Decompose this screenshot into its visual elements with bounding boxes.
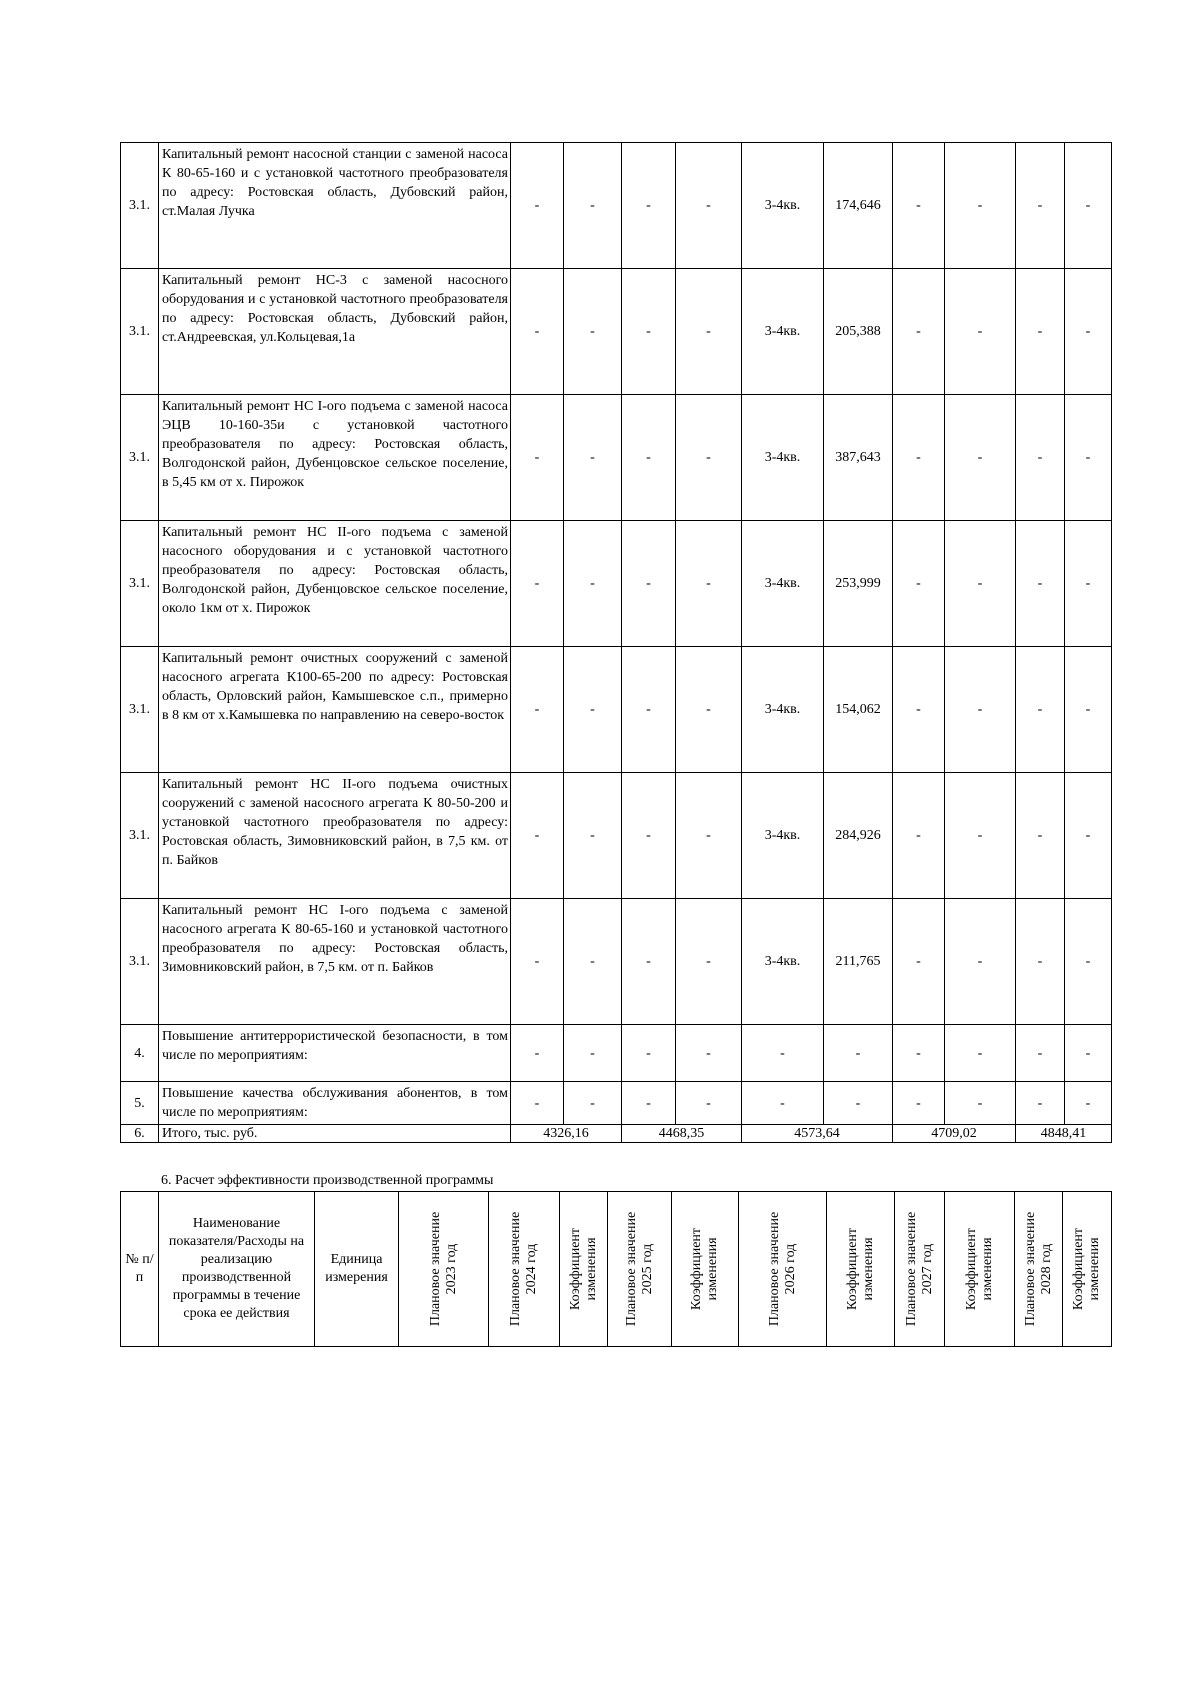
total-value: 4709,02	[893, 1125, 1016, 1143]
total-value: 4573,64	[742, 1125, 893, 1143]
row-value: -	[893, 395, 945, 521]
row-value: 387,643	[824, 395, 893, 521]
row-value: 3-4кв.	[742, 899, 824, 1025]
row-code: 3.1.	[121, 899, 159, 1025]
row-value: 3-4кв.	[742, 269, 824, 395]
row-value: -	[1016, 521, 1065, 647]
row-value: -	[1016, 395, 1065, 521]
row-value: -	[564, 899, 622, 1025]
row-value: -	[1065, 647, 1112, 773]
row-value: -	[564, 1025, 622, 1082]
row-value: -	[1065, 269, 1112, 395]
row-code: 4.	[121, 1025, 159, 1082]
row-value: -	[676, 1082, 742, 1125]
row-code: 3.1.	[121, 143, 159, 269]
col-plan-2025: Плановое значение 2025 год	[608, 1192, 672, 1347]
row-value: -	[1016, 143, 1065, 269]
row-value: -	[622, 521, 676, 647]
row-value: -	[945, 899, 1016, 1025]
row-value: -	[1065, 143, 1112, 269]
row-value: -	[945, 1025, 1016, 1082]
measures-table	[120, 142, 1112, 1143]
col-plan-2028: Плановое значение 2028 год	[1015, 1192, 1063, 1347]
row-value: -	[1065, 521, 1112, 647]
col-plan-2026: Плановое значение 2026 год	[739, 1192, 827, 1347]
row-description: Капитальный ремонт насосной станции с заменой насоса К 80-65-160 и с установкой частотного преобразователя по адресу: Ростовская область, Дубовский район, ст.Малая Лучка	[159, 143, 511, 269]
row-value: -	[1016, 647, 1065, 773]
table-row	[121, 395, 1112, 521]
row-value: -	[622, 647, 676, 773]
row-value: -	[1065, 773, 1112, 899]
row-value: -	[622, 1082, 676, 1125]
row-value: -	[1065, 1025, 1112, 1082]
row-description: Повышение антитеррористической безопасности, в том числе по мероприятиям:	[159, 1025, 511, 1082]
section-title: 6. Расчет эффективности производственной программы	[161, 1173, 494, 1188]
col-plan-2027: Плановое значение 2027 год	[895, 1192, 945, 1347]
row-value: -	[511, 899, 564, 1025]
row-value: -	[824, 1025, 893, 1082]
row-value: -	[511, 395, 564, 521]
row-value: 205,388	[824, 269, 893, 395]
row-value: -	[564, 647, 622, 773]
row-value: 154,062	[824, 647, 893, 773]
total-value: 4326,16	[511, 1125, 622, 1143]
row-code: 3.1.	[121, 773, 159, 899]
row-value: -	[1065, 395, 1112, 521]
row-value: 3-4кв.	[742, 395, 824, 521]
table-row	[121, 773, 1112, 899]
row-value: 174,646	[824, 143, 893, 269]
row-value: -	[945, 1082, 1016, 1125]
row-value: -	[511, 143, 564, 269]
row-value: -	[1016, 1082, 1065, 1125]
row-value: -	[1065, 899, 1112, 1025]
col-name-header: Наименование показателя/Расходы на реализацию производственной программы в течение срока ее действия	[159, 1192, 315, 1347]
col-coef-2026: Коэффициент изменения	[827, 1192, 895, 1347]
row-description: Капитальный ремонт НС-3 с заменой насосного оборудования и с установкой частотного преобразователя по адресу: Ростовская область, Дубовский район, ст.Андреевская, ул.Кольцевая,1а	[159, 269, 511, 395]
row-value: -	[676, 269, 742, 395]
row-value: -	[676, 395, 742, 521]
row-value: -	[893, 143, 945, 269]
row-value: -	[511, 269, 564, 395]
col-plan-2024: Плановое значение 2024 год	[489, 1192, 560, 1347]
table-row	[121, 647, 1112, 773]
row-value: -	[945, 773, 1016, 899]
row-code: 5.	[121, 1082, 159, 1125]
row-description: Капитальный ремонт НС I-ого подъема с заменой насоса ЭЦВ 10-160-35и с установкой частотного преобразователя по адресу: Ростовская область, Волгодонской район, Дубенцовское сельское поселение, в 5,45 км от х. Пирожок	[159, 395, 511, 521]
efficiency-header-row	[121, 1192, 1112, 1347]
row-value: -	[893, 1025, 945, 1082]
row-value: -	[511, 521, 564, 647]
row-value: 3-4кв.	[742, 143, 824, 269]
row-value: -	[511, 647, 564, 773]
row-value: 3-4кв.	[742, 521, 824, 647]
row-value: -	[676, 773, 742, 899]
row-value: 3-4кв.	[742, 647, 824, 773]
row-value: -	[676, 521, 742, 647]
row-value: -	[622, 395, 676, 521]
table-row	[121, 1025, 1112, 1082]
row-value: 284,926	[824, 773, 893, 899]
total-value: 4468,35	[622, 1125, 742, 1143]
row-value: -	[676, 1025, 742, 1082]
row-value: -	[742, 1082, 824, 1125]
row-description: Повышение качества обслуживания абонентов, в том числе по мероприятиям:	[159, 1082, 511, 1125]
table-row	[121, 899, 1112, 1025]
row-value: 211,765	[824, 899, 893, 1025]
row-description: Капитальный ремонт очистных сооружений с заменой насосного агрегата К100-65-200 по адресу: Ростовская область, Орловский район, Камышевское с.п., примерно в 8 км от х.Камышевка по направлению на северо-восток	[159, 647, 511, 773]
row-value: -	[742, 1025, 824, 1082]
row-description: Капитальный ремонт НС II-ого подъема с заменой насосного оборудования и с установкой частотного преобразователя по адресу: Ростовская область, Волгодонской район, Дубенцовское сельское поселение, около 1км от х. Пирожок	[159, 521, 511, 647]
table-row	[121, 143, 1112, 269]
col-coef-2028: Коэффициент изменения	[1063, 1192, 1112, 1347]
row-value: -	[1016, 773, 1065, 899]
row-value: -	[622, 899, 676, 1025]
row-value: -	[893, 773, 945, 899]
row-value: -	[676, 899, 742, 1025]
row-value: -	[564, 773, 622, 899]
row-code: 3.1.	[121, 647, 159, 773]
row-value: -	[511, 1025, 564, 1082]
col-plan-2023: Плановое значение 2023 год	[399, 1192, 489, 1347]
row-value: -	[1016, 899, 1065, 1025]
total-value: 4848,41	[1016, 1125, 1112, 1143]
efficiency-table	[120, 1191, 1112, 1347]
row-value: -	[564, 143, 622, 269]
row-value: -	[564, 395, 622, 521]
row-value: -	[893, 647, 945, 773]
row-value: -	[564, 1082, 622, 1125]
row-value: -	[945, 521, 1016, 647]
row-value: -	[622, 773, 676, 899]
total-label: Итого, тыс. руб.	[159, 1125, 511, 1143]
table-row	[121, 1082, 1112, 1125]
row-value: -	[824, 1082, 893, 1125]
row-value: -	[945, 647, 1016, 773]
row-value: -	[893, 1082, 945, 1125]
total-row	[121, 1125, 1112, 1143]
row-value: -	[622, 1025, 676, 1082]
row-value: -	[945, 143, 1016, 269]
row-value: -	[945, 269, 1016, 395]
col-unit-header: Единица измерения	[315, 1192, 399, 1347]
table-row	[121, 269, 1112, 395]
row-value: -	[511, 1082, 564, 1125]
row-value: -	[893, 521, 945, 647]
row-value: -	[511, 773, 564, 899]
col-coef-2024: Коэффициент изменения	[560, 1192, 608, 1347]
row-value: -	[622, 269, 676, 395]
row-value: -	[676, 647, 742, 773]
col-coef-2025: Коэффициент изменения	[672, 1192, 739, 1347]
row-value: -	[945, 395, 1016, 521]
col-num-header: № п/п	[121, 1192, 159, 1347]
row-value: -	[622, 143, 676, 269]
row-description: Капитальный ремонт НС I-ого подъема с заменой насосного агрегата К 80-65-160 и установкой частотного преобразователя по адресу: Ростовская область, Зимовниковский район, в 7,5 км. от п. Байков	[159, 899, 511, 1025]
row-value: 3-4кв.	[742, 773, 824, 899]
col-coef-2027: Коэффициент изменения	[945, 1192, 1015, 1347]
row-value: -	[564, 269, 622, 395]
row-value: -	[893, 899, 945, 1025]
table-row	[121, 521, 1112, 647]
row-description: Капитальный ремонт НС II-ого подъема очистных сооружений с заменой насосного агрегата К 80-50-200 и установкой частотного преобразователя по адресу: Ростовская область, Зимовниковский район, в 7,5 км. от п. Байков	[159, 773, 511, 899]
row-value: -	[1065, 1082, 1112, 1125]
row-value: 253,999	[824, 521, 893, 647]
row-value: -	[1016, 269, 1065, 395]
total-code: 6.	[121, 1125, 159, 1143]
row-value: -	[676, 143, 742, 269]
row-value: -	[1016, 1025, 1065, 1082]
row-code: 3.1.	[121, 269, 159, 395]
row-value: -	[564, 521, 622, 647]
row-value: -	[893, 269, 945, 395]
row-code: 3.1.	[121, 395, 159, 521]
row-code: 3.1.	[121, 521, 159, 647]
